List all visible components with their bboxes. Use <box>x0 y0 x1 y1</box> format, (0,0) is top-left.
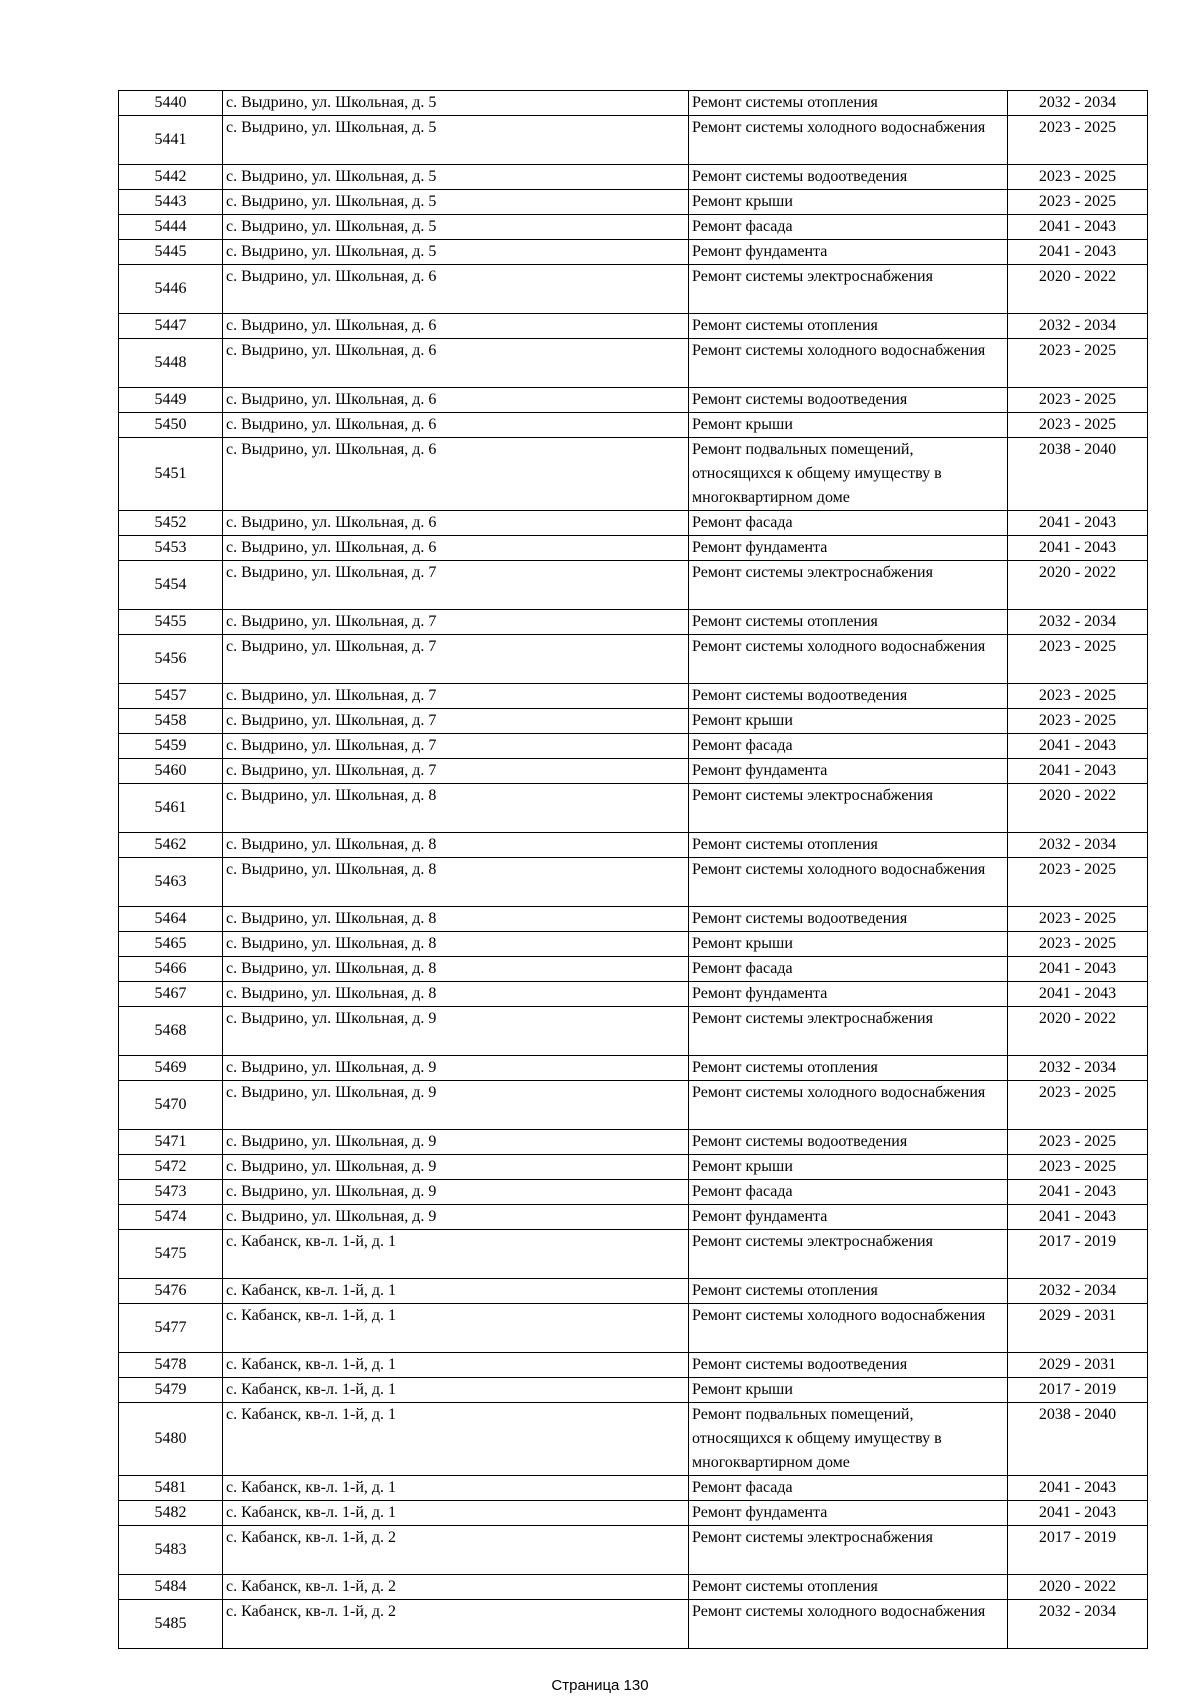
period-cell: 2023 - 2025 <box>1008 709 1148 734</box>
period-cell: 2032 - 2034 <box>1008 1279 1148 1304</box>
row-number: 5446 <box>119 265 223 314</box>
period-cell: 2032 - 2034 <box>1008 610 1148 635</box>
table-row <box>119 339 1148 388</box>
row-number: 5460 <box>119 759 223 784</box>
period-cell: 2041 - 2043 <box>1008 759 1148 784</box>
work-type-cell: Ремонт системы холодного водоснабжения <box>689 635 1008 684</box>
address-cell: с. Выдрино, ул. Школьная, д. 9 <box>223 1007 689 1056</box>
period-cell: 2041 - 2043 <box>1008 1205 1148 1230</box>
row-number: 5472 <box>119 1155 223 1180</box>
row-number: 5461 <box>119 784 223 833</box>
period-cell: 2041 - 2043 <box>1008 215 1148 240</box>
period-cell: 2023 - 2025 <box>1008 684 1148 709</box>
table-row <box>119 1304 1148 1353</box>
table-row <box>119 1403 1148 1476</box>
work-type-cell: Ремонт крыши <box>689 1155 1008 1180</box>
address-cell: с. Выдрино, ул. Школьная, д. 9 <box>223 1155 689 1180</box>
period-cell: 2023 - 2025 <box>1008 1130 1148 1155</box>
address-cell: с. Кабанск, кв-л. 1-й, д. 2 <box>223 1575 689 1600</box>
table-row <box>119 1501 1148 1526</box>
period-cell: 2023 - 2025 <box>1008 413 1148 438</box>
address-cell: с. Выдрино, ул. Школьная, д. 8 <box>223 982 689 1007</box>
work-type-cell: Ремонт системы отопления <box>689 1279 1008 1304</box>
row-number: 5445 <box>119 240 223 265</box>
period-cell: 2041 - 2043 <box>1008 734 1148 759</box>
period-cell: 2023 - 2025 <box>1008 932 1148 957</box>
address-cell: с. Кабанск, кв-л. 1-й, д. 1 <box>223 1501 689 1526</box>
table-row <box>119 240 1148 265</box>
work-type-cell: Ремонт подвальных помещений, относящихся к общему имуществу в многоквартирном доме <box>689 438 1008 511</box>
work-type-cell: Ремонт системы отопления <box>689 1056 1008 1081</box>
address-cell: с. Выдрино, ул. Школьная, д. 7 <box>223 759 689 784</box>
table-row <box>119 1353 1148 1378</box>
row-number: 5444 <box>119 215 223 240</box>
address-cell: с. Кабанск, кв-л. 1-й, д. 2 <box>223 1526 689 1575</box>
table-row <box>119 1575 1148 1600</box>
row-number: 5459 <box>119 734 223 759</box>
work-type-cell: Ремонт системы холодного водоснабжения <box>689 116 1008 165</box>
table-row <box>119 116 1148 165</box>
period-cell: 2023 - 2025 <box>1008 165 1148 190</box>
work-type-cell: Ремонт крыши <box>689 190 1008 215</box>
table-row <box>119 1130 1148 1155</box>
row-number: 5476 <box>119 1279 223 1304</box>
period-cell: 2038 - 2040 <box>1008 438 1148 511</box>
period-cell: 2038 - 2040 <box>1008 1403 1148 1476</box>
table-row <box>119 635 1148 684</box>
address-cell: с. Выдрино, ул. Школьная, д. 9 <box>223 1130 689 1155</box>
address-cell: с. Кабанск, кв-л. 1-й, д. 1 <box>223 1304 689 1353</box>
period-cell: 2023 - 2025 <box>1008 1155 1148 1180</box>
work-type-cell: Ремонт подвальных помещений, относящихся к общему имуществу в многоквартирном доме <box>689 1403 1008 1476</box>
work-type-cell: Ремонт фундамента <box>689 1501 1008 1526</box>
table-row <box>119 190 1148 215</box>
table-row <box>119 1526 1148 1575</box>
row-number: 5440 <box>119 91 223 116</box>
work-type-cell: Ремонт системы холодного водоснабжения <box>689 1304 1008 1353</box>
work-type-cell: Ремонт крыши <box>689 709 1008 734</box>
row-number: 5443 <box>119 190 223 215</box>
table-row <box>119 413 1148 438</box>
address-cell: с. Выдрино, ул. Школьная, д. 9 <box>223 1056 689 1081</box>
row-number: 5455 <box>119 610 223 635</box>
address-cell: с. Выдрино, ул. Школьная, д. 8 <box>223 784 689 833</box>
work-type-cell: Ремонт фундамента <box>689 759 1008 784</box>
address-cell: с. Кабанск, кв-л. 1-й, д. 2 <box>223 1600 689 1649</box>
row-number: 5442 <box>119 165 223 190</box>
row-number: 5453 <box>119 536 223 561</box>
address-cell: с. Выдрино, ул. Школьная, д. 6 <box>223 314 689 339</box>
table-row <box>119 1476 1148 1501</box>
work-type-cell: Ремонт системы холодного водоснабжения <box>689 1081 1008 1130</box>
table-row <box>119 709 1148 734</box>
work-type-cell: Ремонт крыши <box>689 932 1008 957</box>
period-cell: 2023 - 2025 <box>1008 907 1148 932</box>
period-cell: 2023 - 2025 <box>1008 1081 1148 1130</box>
address-cell: с. Выдрино, ул. Школьная, д. 8 <box>223 907 689 932</box>
work-type-cell: Ремонт системы водоотведения <box>689 1353 1008 1378</box>
row-number: 5454 <box>119 561 223 610</box>
address-cell: с. Выдрино, ул. Школьная, д. 6 <box>223 413 689 438</box>
table-row <box>119 784 1148 833</box>
period-cell: 2041 - 2043 <box>1008 1501 1148 1526</box>
row-number: 5449 <box>119 388 223 413</box>
work-type-cell: Ремонт системы холодного водоснабжения <box>689 1600 1008 1649</box>
row-number: 5470 <box>119 1081 223 1130</box>
address-cell: с. Выдрино, ул. Школьная, д. 7 <box>223 610 689 635</box>
period-cell: 2029 - 2031 <box>1008 1353 1148 1378</box>
row-number: 5463 <box>119 858 223 907</box>
period-cell: 2041 - 2043 <box>1008 511 1148 536</box>
work-type-cell: Ремонт системы электроснабжения <box>689 1526 1008 1575</box>
address-cell: с. Выдрино, ул. Школьная, д. 7 <box>223 684 689 709</box>
work-type-cell: Ремонт крыши <box>689 1378 1008 1403</box>
table-row <box>119 215 1148 240</box>
address-cell: с. Кабанск, кв-л. 1-й, д. 1 <box>223 1353 689 1378</box>
address-cell: с. Выдрино, ул. Школьная, д. 7 <box>223 734 689 759</box>
row-number: 5441 <box>119 116 223 165</box>
table-row <box>119 734 1148 759</box>
address-cell: с. Выдрино, ул. Школьная, д. 5 <box>223 190 689 215</box>
period-cell: 2023 - 2025 <box>1008 339 1148 388</box>
row-number: 5480 <box>119 1403 223 1476</box>
table-row <box>119 907 1148 932</box>
table-row <box>119 833 1148 858</box>
period-cell: 2023 - 2025 <box>1008 116 1148 165</box>
address-cell: с. Выдрино, ул. Школьная, д. 5 <box>223 91 689 116</box>
address-cell: с. Кабанск, кв-л. 1-й, д. 1 <box>223 1230 689 1279</box>
row-number: 5447 <box>119 314 223 339</box>
address-cell: с. Выдрино, ул. Школьная, д. 6 <box>223 265 689 314</box>
row-number: 5466 <box>119 957 223 982</box>
address-cell: с. Выдрино, ул. Школьная, д. 6 <box>223 438 689 511</box>
work-type-cell: Ремонт фасада <box>689 1180 1008 1205</box>
period-cell: 2023 - 2025 <box>1008 388 1148 413</box>
address-cell: с. Выдрино, ул. Школьная, д. 7 <box>223 561 689 610</box>
period-cell: 2032 - 2034 <box>1008 314 1148 339</box>
address-cell: с. Выдрино, ул. Школьная, д. 6 <box>223 339 689 388</box>
row-number: 5465 <box>119 932 223 957</box>
table-row <box>119 561 1148 610</box>
address-cell: с. Выдрино, ул. Школьная, д. 5 <box>223 215 689 240</box>
row-number: 5475 <box>119 1230 223 1279</box>
row-number: 5481 <box>119 1476 223 1501</box>
work-type-cell: Ремонт системы отопления <box>689 314 1008 339</box>
table-row <box>119 1155 1148 1180</box>
work-type-cell: Ремонт системы водоотведения <box>689 684 1008 709</box>
period-cell: 2017 - 2019 <box>1008 1230 1148 1279</box>
address-cell: с. Выдрино, ул. Школьная, д. 8 <box>223 932 689 957</box>
row-number: 5451 <box>119 438 223 511</box>
work-type-cell: Ремонт системы водоотведения <box>689 1130 1008 1155</box>
table-body <box>119 91 1148 1649</box>
work-type-cell: Ремонт крыши <box>689 413 1008 438</box>
address-cell: с. Выдрино, ул. Школьная, д. 6 <box>223 511 689 536</box>
address-cell: с. Выдрино, ул. Школьная, д. 8 <box>223 858 689 907</box>
address-cell: с. Кабанск, кв-л. 1-й, д. 1 <box>223 1279 689 1304</box>
table-row <box>119 1230 1148 1279</box>
table-row <box>119 1378 1148 1403</box>
work-type-cell: Ремонт системы водоотведения <box>689 907 1008 932</box>
period-cell: 2020 - 2022 <box>1008 561 1148 610</box>
work-type-cell: Ремонт фасада <box>689 511 1008 536</box>
work-type-cell: Ремонт фасада <box>689 1476 1008 1501</box>
address-cell: с. Кабанск, кв-л. 1-й, д. 1 <box>223 1403 689 1476</box>
period-cell: 2032 - 2034 <box>1008 91 1148 116</box>
work-type-cell: Ремонт системы отопления <box>689 1575 1008 1600</box>
address-cell: с. Выдрино, ул. Школьная, д. 8 <box>223 833 689 858</box>
row-number: 5473 <box>119 1180 223 1205</box>
row-number: 5462 <box>119 833 223 858</box>
period-cell: 2023 - 2025 <box>1008 858 1148 907</box>
row-number: 5457 <box>119 684 223 709</box>
period-cell: 2041 - 2043 <box>1008 1180 1148 1205</box>
period-cell: 2041 - 2043 <box>1008 982 1148 1007</box>
work-type-cell: Ремонт фундамента <box>689 982 1008 1007</box>
work-type-cell: Ремонт фасада <box>689 957 1008 982</box>
row-number: 5469 <box>119 1056 223 1081</box>
address-cell: с. Выдрино, ул. Школьная, д. 6 <box>223 388 689 413</box>
row-number: 5452 <box>119 511 223 536</box>
period-cell: 2023 - 2025 <box>1008 635 1148 684</box>
table-row <box>119 1279 1148 1304</box>
row-number: 5485 <box>119 1600 223 1649</box>
address-cell: с. Кабанск, кв-л. 1-й, д. 1 <box>223 1476 689 1501</box>
period-cell: 2017 - 2019 <box>1008 1378 1148 1403</box>
table-row <box>119 1600 1148 1649</box>
row-number: 5478 <box>119 1353 223 1378</box>
period-cell: 2041 - 2043 <box>1008 957 1148 982</box>
address-cell: с. Выдрино, ул. Школьная, д. 5 <box>223 116 689 165</box>
row-number: 5471 <box>119 1130 223 1155</box>
table-row <box>119 610 1148 635</box>
period-cell: 2020 - 2022 <box>1008 1575 1148 1600</box>
work-type-cell: Ремонт системы водоотведения <box>689 388 1008 413</box>
row-number: 5477 <box>119 1304 223 1353</box>
row-number: 5474 <box>119 1205 223 1230</box>
address-cell: с. Выдрино, ул. Школьная, д. 5 <box>223 165 689 190</box>
table-row <box>119 1007 1148 1056</box>
table-row <box>119 957 1148 982</box>
row-number: 5483 <box>119 1526 223 1575</box>
row-number: 5458 <box>119 709 223 734</box>
work-type-cell: Ремонт фундамента <box>689 240 1008 265</box>
table-row <box>119 265 1148 314</box>
period-cell: 2017 - 2019 <box>1008 1526 1148 1575</box>
period-cell: 2041 - 2043 <box>1008 536 1148 561</box>
repair-schedule-table <box>118 90 1148 1649</box>
work-type-cell: Ремонт системы холодного водоснабжения <box>689 339 1008 388</box>
table-row <box>119 1056 1148 1081</box>
table-row <box>119 759 1148 784</box>
period-cell: 2029 - 2031 <box>1008 1304 1148 1353</box>
row-number: 5479 <box>119 1378 223 1403</box>
address-cell: с. Выдрино, ул. Школьная, д. 9 <box>223 1081 689 1130</box>
address-cell: с. Кабанск, кв-л. 1-й, д. 1 <box>223 1378 689 1403</box>
address-cell: с. Выдрино, ул. Школьная, д. 9 <box>223 1205 689 1230</box>
table-row <box>119 91 1148 116</box>
table-row <box>119 536 1148 561</box>
work-type-cell: Ремонт фундамента <box>689 1205 1008 1230</box>
work-type-cell: Ремонт системы электроснабжения <box>689 1007 1008 1056</box>
period-cell: 2020 - 2022 <box>1008 784 1148 833</box>
period-cell: 2041 - 2043 <box>1008 1476 1148 1501</box>
period-cell: 2032 - 2034 <box>1008 833 1148 858</box>
period-cell: 2023 - 2025 <box>1008 190 1148 215</box>
row-number: 5467 <box>119 982 223 1007</box>
period-cell: 2032 - 2034 <box>1008 1056 1148 1081</box>
table-row <box>119 511 1148 536</box>
work-type-cell: Ремонт системы электроснабжения <box>689 561 1008 610</box>
period-cell: 2041 - 2043 <box>1008 240 1148 265</box>
work-type-cell: Ремонт системы электроснабжения <box>689 784 1008 833</box>
period-cell: 2020 - 2022 <box>1008 1007 1148 1056</box>
row-number: 5464 <box>119 907 223 932</box>
table-row <box>119 438 1148 511</box>
table-row <box>119 684 1148 709</box>
work-type-cell: Ремонт системы отопления <box>689 91 1008 116</box>
work-type-cell: Ремонт фасада <box>689 734 1008 759</box>
work-type-cell: Ремонт системы электроснабжения <box>689 1230 1008 1279</box>
row-number: 5456 <box>119 635 223 684</box>
row-number: 5482 <box>119 1501 223 1526</box>
table-row <box>119 932 1148 957</box>
work-type-cell: Ремонт системы холодного водоснабжения <box>689 858 1008 907</box>
period-cell: 2032 - 2034 <box>1008 1600 1148 1649</box>
address-cell: с. Выдрино, ул. Школьная, д. 7 <box>223 635 689 684</box>
address-cell: с. Выдрино, ул. Школьная, д. 8 <box>223 957 689 982</box>
row-number: 5448 <box>119 339 223 388</box>
table-row <box>119 314 1148 339</box>
work-type-cell: Ремонт фасада <box>689 215 1008 240</box>
work-type-cell: Ремонт фундамента <box>689 536 1008 561</box>
table-row <box>119 1205 1148 1230</box>
table-row <box>119 1180 1148 1205</box>
work-type-cell: Ремонт системы водоотведения <box>689 165 1008 190</box>
table-row <box>119 982 1148 1007</box>
period-cell: 2020 - 2022 <box>1008 265 1148 314</box>
address-cell: с. Выдрино, ул. Школьная, д. 7 <box>223 709 689 734</box>
row-number: 5450 <box>119 413 223 438</box>
work-type-cell: Ремонт системы электроснабжения <box>689 265 1008 314</box>
row-number: 5468 <box>119 1007 223 1056</box>
work-type-cell: Ремонт системы отопления <box>689 833 1008 858</box>
work-type-cell: Ремонт системы отопления <box>689 610 1008 635</box>
page-number: Страница 130 <box>551 1677 649 1694</box>
table-row <box>119 858 1148 907</box>
table-row <box>119 388 1148 413</box>
row-number: 5484 <box>119 1575 223 1600</box>
address-cell: с. Выдрино, ул. Школьная, д. 6 <box>223 536 689 561</box>
table-row <box>119 165 1148 190</box>
table-row <box>119 1081 1148 1130</box>
address-cell: с. Выдрино, ул. Школьная, д. 9 <box>223 1180 689 1205</box>
address-cell: с. Выдрино, ул. Школьная, д. 5 <box>223 240 689 265</box>
